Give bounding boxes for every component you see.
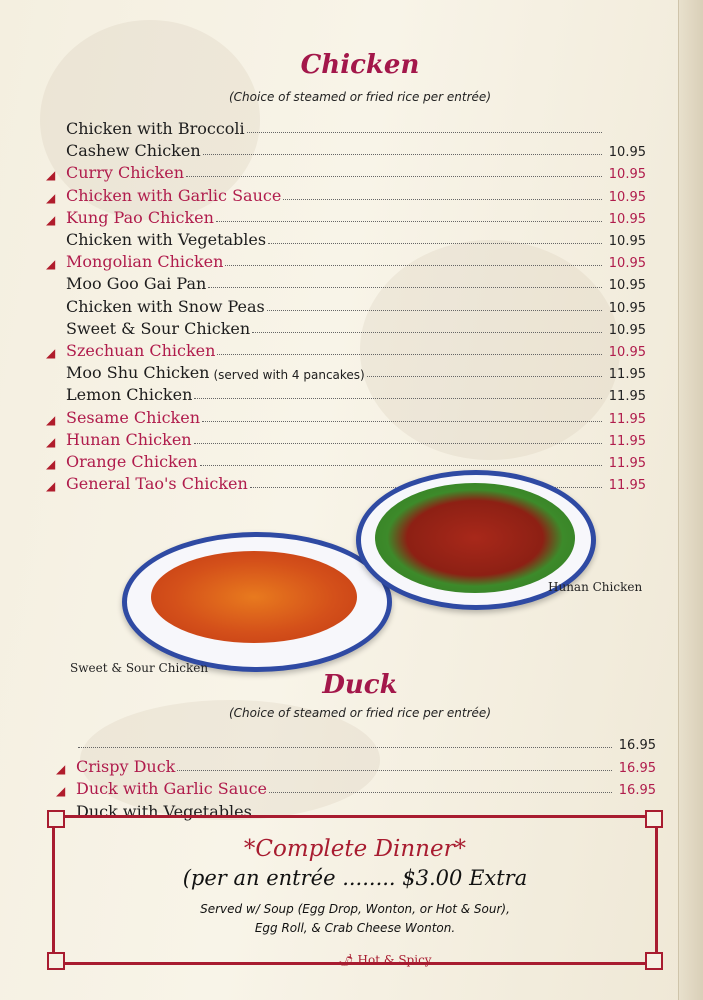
dot-leader: [186, 176, 602, 177]
menu-item-name: Curry Chicken: [66, 163, 185, 183]
complete-dinner-description-2: Egg Roll, & Crab Cheese Wonton.: [254, 921, 456, 935]
menu-item-name: General Tao's Chicken: [66, 474, 248, 494]
menu-item-price: 11.95: [608, 478, 646, 494]
menu-item-name: Moo Shu Chicken: [66, 363, 210, 383]
menu-item-price: 10.95: [608, 167, 646, 183]
spicy-legend-label: Hot & Spicy: [357, 953, 432, 967]
dot-leader: [268, 243, 602, 244]
menu-item-name: Szechuan Chicken: [66, 341, 216, 360]
menu-item: [46, 138, 646, 160]
menu-item: [56, 754, 656, 776]
pepper-icon: ◢: [46, 479, 56, 494]
menu-item-name: Duck with Vegetables: [76, 801, 252, 821]
chicken-section-title: Chicken: [300, 50, 420, 80]
menu-item: [46, 249, 646, 271]
menu-item: [56, 776, 656, 798]
menu-item-price: 10.95: [608, 345, 646, 360]
box-corner-ornament: [47, 810, 65, 828]
menu-item-name: Orange Chicken: [66, 452, 198, 471]
menu-item-name: Sesame Chicken: [66, 407, 200, 427]
menu-item: [46, 183, 646, 205]
menu-item-name: Chicken with Vegetables: [66, 230, 267, 249]
box-corner-ornament: [645, 810, 663, 828]
sweet-sour-chicken-dish: [151, 551, 357, 643]
dot-leader: [194, 443, 602, 444]
menu-item-name: Chicken with Snow Peas: [66, 296, 265, 316]
dot-leader: [267, 310, 602, 311]
menu-item: [46, 338, 646, 360]
dot-leader: [208, 287, 602, 288]
menu-item: [46, 427, 646, 449]
menu-item: [46, 116, 646, 138]
complete-dinner-description-1: Served w/ Soup (Egg Drop, Wonton, or Hot & Sour),: [200, 902, 510, 916]
pepper-icon: ◢: [46, 346, 56, 360]
dot-leader: [217, 354, 602, 355]
pepper-icon: ◢: [56, 761, 66, 776]
menu-item: [46, 405, 646, 427]
menu-item-price: 16.95: [618, 783, 656, 798]
menu-item-name: Chicken with Garlic Sauce: [66, 185, 282, 205]
dot-leader: [367, 376, 602, 377]
pepper-icon: ◢: [46, 412, 56, 427]
dot-leader: [177, 770, 612, 771]
dot-leader: [247, 132, 602, 133]
menu-item: [46, 449, 646, 471]
menu-item-price: 16.95: [618, 738, 656, 753]
dot-leader: [216, 221, 602, 222]
pepper-icon: ◢: [46, 190, 56, 205]
sweet-sour-chicken-caption: Sweet & Sour Chicken: [70, 661, 209, 675]
hunan-chicken-caption: Hunan Chicken: [548, 580, 643, 594]
sweet-sour-chicken-photo: [122, 532, 392, 672]
menu-item-price: 10.95: [608, 234, 646, 249]
menu-item-price: 11.95: [608, 389, 646, 405]
menu-item-price: 11.95: [608, 433, 646, 449]
dot-leader: [78, 747, 612, 748]
pepper-icon: ◢: [46, 257, 56, 272]
menu-item: [46, 205, 646, 227]
pepper-icon: ◢: [46, 434, 56, 449]
menu-item: [46, 227, 646, 249]
pepper-icon: 🌶︎: [338, 953, 354, 967]
spicy-legend: [0, 953, 690, 967]
menu-item-name: Cashew Chicken: [66, 141, 201, 161]
menu-item-price: 10.95: [608, 256, 646, 272]
menu-item-price: 10.95: [608, 278, 646, 294]
menu-item: [46, 316, 646, 338]
menu-item-name: Chicken with Broccoli: [66, 119, 245, 138]
menu-item: [46, 160, 646, 182]
menu-item-price: 16.95: [618, 760, 656, 776]
menu-item-price: 10.95: [608, 189, 646, 205]
dot-leader: [225, 265, 602, 266]
menu-item-name: Duck with Garlic Sauce: [76, 779, 267, 798]
pepper-icon: ◢: [46, 168, 56, 183]
dot-leader: [269, 792, 612, 793]
menu-item: [46, 271, 646, 293]
menu-item-price: 11.95: [608, 411, 646, 427]
menu-item-note: (served with 4 pancakes): [213, 368, 365, 383]
dot-leader: [252, 332, 602, 333]
pepper-icon: ◢: [46, 457, 56, 471]
menu-item: [56, 731, 656, 753]
menu-item-price: 10.95: [608, 211, 646, 227]
menu-item-name: Mongolian Chicken: [66, 252, 224, 272]
complete-dinner-title: *Complete Dinner*: [243, 836, 467, 862]
menu-item-price: 11.95: [608, 456, 646, 471]
duck-section-title: Duck: [322, 670, 398, 700]
menu-item: [46, 382, 646, 404]
dot-leader: [202, 421, 602, 422]
dot-leader: [203, 154, 602, 155]
menu-item-name: Kung Pao Chicken: [66, 207, 214, 227]
chicken-section-subtitle: (Choice of steamed or fried rice per entrée): [229, 90, 491, 104]
dot-leader: [283, 199, 602, 200]
hunan-chicken-dish: [375, 483, 575, 593]
menu-item-price: 11.95: [608, 367, 646, 383]
complete-dinner-price-line: (per an entrée ........ $3.00 Extra: [182, 866, 528, 890]
menu-item-price: 10.95: [608, 145, 646, 161]
menu-item-price: 10.95: [608, 300, 646, 316]
menu-item-name: Moo Goo Gai Pan: [66, 274, 207, 294]
menu-item-name: Sweet & Sour Chicken: [66, 318, 251, 338]
menu-item-name: Lemon Chicken: [66, 385, 193, 405]
menu-item: [46, 360, 646, 382]
duck-section-subtitle: (Choice of steamed or fried rice per entrée): [229, 706, 491, 720]
pepper-icon: ◢: [56, 784, 66, 798]
dot-leader: [194, 398, 602, 399]
menu-item-name: Crispy Duck: [76, 756, 176, 776]
page-edge: [678, 0, 703, 1000]
pepper-icon: ◢: [46, 212, 56, 227]
menu-item: [46, 294, 646, 316]
dot-leader: [200, 465, 603, 466]
menu-item-name: Hunan Chicken: [66, 429, 192, 449]
menu-item-price: 10.95: [608, 322, 646, 338]
complete-dinner-box: [52, 815, 658, 965]
